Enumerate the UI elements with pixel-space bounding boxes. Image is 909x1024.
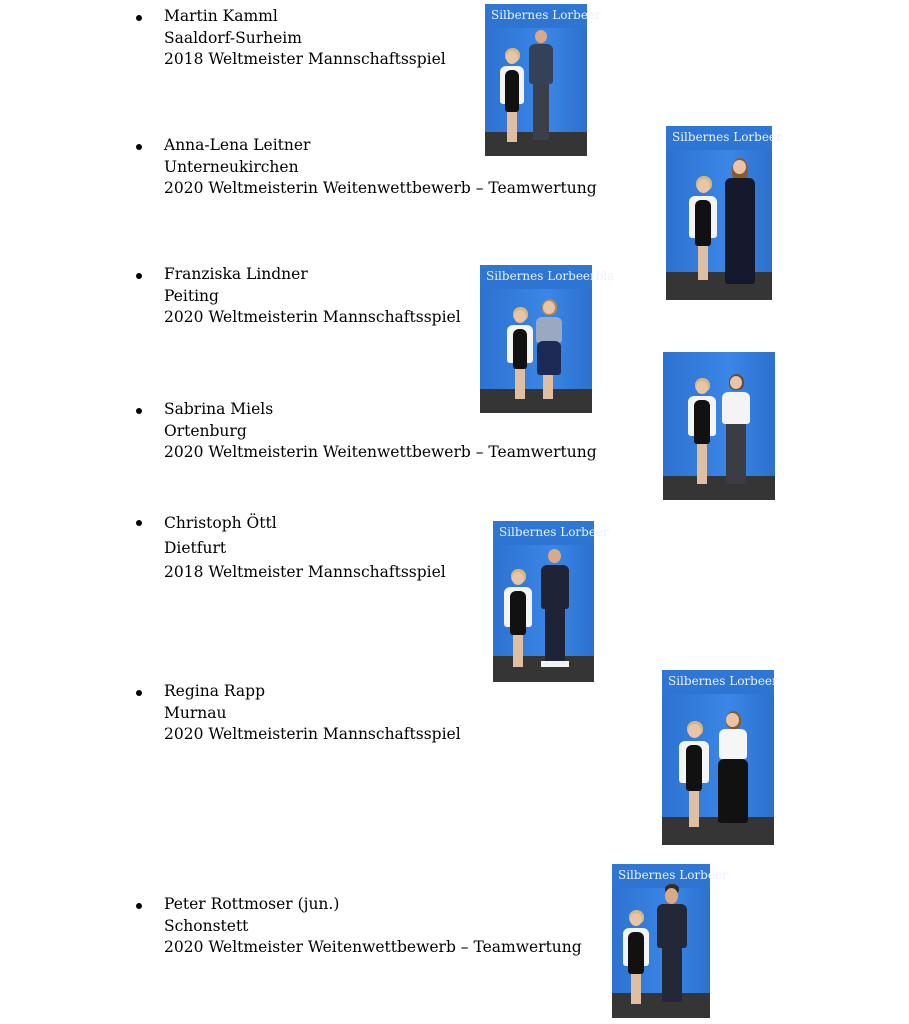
photo-banner-text: Silbernes Lorbeer	[668, 674, 778, 688]
person-title: 2018 Weltmeister Mannschaftsspiel	[164, 50, 446, 68]
person-title: 2018 Weltmeister Mannschaftsspiel	[164, 563, 446, 581]
person-title: 2020 Weltmeisterin Mannschaftsspiel	[164, 725, 461, 743]
person-title: 2020 Weltmeister Weitenwettbewerb – Teamwertung	[164, 938, 582, 956]
photo-banner-text: Silbernes Lorbeer	[618, 868, 728, 882]
person-place: Ortenburg	[164, 421, 247, 440]
award-photo	[485, 4, 601, 156]
bullet-icon	[136, 690, 142, 696]
award-photo	[663, 352, 775, 500]
bullet-icon	[136, 903, 142, 909]
person-title: 2020 Weltmeisterin Weitenwettbewerb – Teamwertung	[164, 443, 597, 461]
award-photo	[480, 265, 615, 413]
person-place: Dietfurt	[164, 538, 227, 557]
person-place: Peiting	[164, 286, 219, 305]
bullet-icon	[136, 273, 142, 279]
award-photo	[612, 864, 728, 1018]
bullet-icon	[136, 15, 142, 21]
person-name: Peter Rottmoser (jun.)	[164, 895, 340, 913]
award-photo	[493, 521, 609, 682]
bullet-icon	[136, 408, 142, 414]
person-name: Franziska Lindner	[164, 265, 308, 283]
person-name: Anna-Lena Leitner	[164, 136, 311, 154]
person-place: Murnau	[164, 703, 227, 722]
person-place: Unterneukirchen	[164, 157, 299, 176]
bullet-icon	[136, 520, 142, 526]
award-photo	[666, 126, 782, 300]
person-name: Sabrina Miels	[164, 400, 274, 418]
award-photo	[662, 670, 778, 845]
person-name: Regina Rapp	[164, 682, 265, 700]
person-name: Christoph Öttl	[164, 514, 277, 532]
person-title: 2020 Weltmeisterin Mannschaftsspiel	[164, 308, 461, 326]
person-place: Schonstett	[164, 916, 249, 935]
photo-banner-text: Silbernes Lorbeerbla	[486, 269, 615, 283]
person-name: Martin Kamml	[164, 7, 278, 25]
bullet-icon	[136, 144, 142, 150]
person-title: 2020 Weltmeisterin Weitenwettbewerb – Teamwertung	[164, 179, 597, 197]
photo-banner-text: Silbernes Lorbeer	[672, 130, 782, 144]
photo-banner-text: Silbernes Lorbeer	[499, 525, 609, 539]
person-place: Saaldorf-Surheim	[164, 28, 302, 47]
photo-banner-text: Silbernes Lorbeer	[491, 8, 601, 22]
